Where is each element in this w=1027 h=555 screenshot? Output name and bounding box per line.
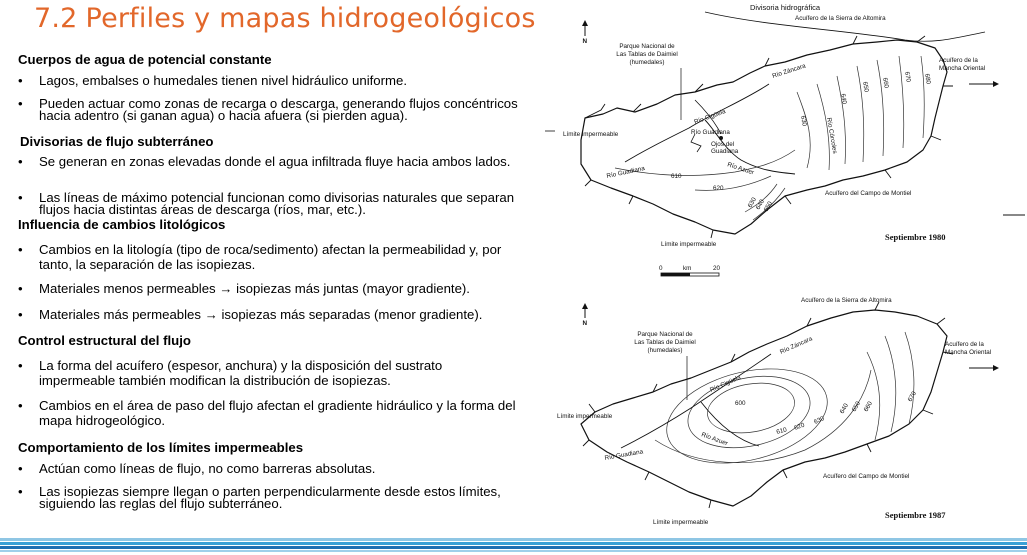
hydrogeological-maps <box>545 0 1027 540</box>
svg-text:Río Azuer: Río Azuer <box>700 431 729 448</box>
svg-text:610: 610 <box>671 173 682 180</box>
footer-rule <box>0 542 1027 545</box>
list-item: • Se generan en zonas elevadas donde el agua infiltrada fluye hacia ambos lados. <box>18 154 511 169</box>
list-item: • Las isopiezas siempre llegan o parten perpendicularmente desde estos límites, siguiendo las reglas del flujo subterráneo. <box>18 484 501 511</box>
svg-text:Río Záncara: Río Záncara <box>778 335 814 356</box>
svg-text:650: 650 <box>850 400 862 413</box>
list-item: • Cambios en la litología (tipo de roca/sedimento) afectan la permeabilidad y, por tanto, la separación de las isopiezas. <box>18 242 502 272</box>
svg-text:Río Guadiana: Río Guadiana <box>605 165 646 180</box>
svg-text:Guadiana: Guadiana <box>711 148 739 155</box>
section-heading: Influencia de cambios litológicos <box>18 217 226 232</box>
svg-text:630: 630 <box>812 415 826 426</box>
divisoria-label: Divisoria hidrográfica <box>750 3 821 12</box>
svg-text:20: 20 <box>713 265 721 272</box>
footer-rule <box>0 550 1027 552</box>
svg-text:Río Guadiana: Río Guadiana <box>691 129 730 136</box>
svg-text:650: 650 <box>762 200 774 213</box>
svg-text:630: 630 <box>746 196 758 209</box>
svg-text:620: 620 <box>793 421 806 432</box>
parque-label-3: (humedales) <box>629 59 665 66</box>
map-1980 <box>545 3 1025 276</box>
date-label-1987: Septiembre 1987 <box>885 510 946 520</box>
svg-text:Río Azuer: Río Azuer <box>726 161 755 177</box>
svg-text:(humedales): (humedales) <box>647 347 683 354</box>
mancha-label-2: Mancha Oriental <box>939 65 986 72</box>
svg-text:Río Cigüela: Río Cigüela <box>693 108 727 126</box>
svg-text:Las Tablas de Daimiel: Las Tablas de Daimiel <box>634 339 696 346</box>
list-item: • Pueden actuar como zonas de recarga o descarga, generando flujos concéntricos hacia adentro (si ganan agua) o hacia afuera (si pierden agua). <box>18 96 518 123</box>
list-item: • Las líneas de máximo potencial funcionan como divisorias naturales que separan flujos hacia distintas áreas de descarga (ríos, mar, etc.). <box>18 190 515 217</box>
scale-bar <box>659 265 721 276</box>
svg-text:620: 620 <box>713 185 724 192</box>
svg-text:640: 640 <box>839 93 848 105</box>
svg-text:670: 670 <box>906 390 918 403</box>
slide-number: 7.2 <box>34 3 78 34</box>
limite-s-label: Límite impermeable <box>661 241 717 248</box>
sierra-label: Acuífero de la Sierra de Altomira <box>801 297 892 304</box>
north-arrow <box>582 20 588 45</box>
campo-label: Acuífero del Campo de Montiel <box>825 190 912 197</box>
slide-title <box>34 3 536 34</box>
svg-text:Acuífero del Campo de Montiel: Acuífero del Campo de Montiel <box>823 473 910 480</box>
list-item: • Materiales menos permeables → isopiezas más juntas (mayor gradiente). <box>18 281 470 296</box>
svg-text:630: 630 <box>799 115 808 127</box>
list-item: • Cambios en el área de paso del flujo afectan el gradiente hidráulico y la forma del mapa hidrogeológico. <box>18 398 516 428</box>
date-label-1980: Septiembre 1980 <box>885 232 946 242</box>
svg-text:660: 660 <box>881 77 890 89</box>
footer-rule <box>0 546 1027 549</box>
svg-text:0: 0 <box>659 265 663 272</box>
section-heading: Control estructural del flujo <box>18 333 191 348</box>
slide-title-text: Perfiles y mapas hidrogeológicos <box>85 3 536 34</box>
svg-text:Río Córcoles: Río Córcoles <box>825 117 839 155</box>
svg-text:Ojos del: Ojos del <box>711 141 735 148</box>
svg-text:680: 680 <box>923 73 932 85</box>
svg-text:660: 660 <box>862 400 874 413</box>
section-heading: Cuerpos de agua de potencial constante <box>18 52 272 67</box>
svg-text:Límite impermeable: Límite impermeable <box>653 519 709 526</box>
list-item: • Actúan como líneas de flujo, no como barreras absolutas. <box>18 461 376 476</box>
map-1987 <box>557 297 999 526</box>
limite-w-label: Límite impermeable <box>563 131 619 138</box>
list-item: • Materiales más permeables → isopiezas más separadas (menor gradiente). <box>18 307 483 322</box>
svg-text:N: N <box>582 320 588 327</box>
svg-text:Límite impermeable: Límite impermeable <box>557 413 613 420</box>
svg-text:km: km <box>683 265 692 272</box>
svg-text:Mancha Oriental: Mancha Oriental <box>945 349 992 356</box>
section-heading: Comportamiento de los límites impermeables <box>18 440 304 455</box>
svg-text:N: N <box>582 38 588 45</box>
list-item: • Lagos, embalses o humedales tienen nivel hidráulico uniforme. <box>18 73 408 88</box>
svg-text:670: 670 <box>903 71 912 83</box>
svg-text:610: 610 <box>775 426 788 436</box>
section-heading: Divisorias de flujo subterráneo <box>20 134 214 149</box>
svg-text:640: 640 <box>754 198 766 211</box>
svg-text:650: 650 <box>861 81 870 93</box>
svg-text:Río Guadiana: Río Guadiana <box>604 448 644 462</box>
svg-text:Acuífero de la: Acuífero de la <box>945 341 984 348</box>
north-arrow <box>582 303 588 327</box>
parque-label-2: Las Tablas de Daimiel <box>616 51 678 58</box>
svg-text:600: 600 <box>735 400 746 407</box>
svg-text:Río Cigüela: Río Cigüela <box>708 374 742 394</box>
mancha-label-1: Acuífero de la <box>939 57 978 64</box>
sierra-label: Acuífero de la Sierra de Altomira <box>795 15 886 22</box>
footer-rule <box>0 538 1027 541</box>
list-item: • La forma del acuífero (espesor, anchura) y la disposición del sustrato impermeable también modifican la distribución de isopiezas. <box>18 358 443 388</box>
svg-text:Río Záncara: Río Záncara <box>771 62 807 80</box>
parque-label-1: Parque Nacional de <box>619 43 675 50</box>
svg-text:640: 640 <box>838 402 850 415</box>
svg-text:Parque Nacional de: Parque Nacional de <box>637 331 693 338</box>
